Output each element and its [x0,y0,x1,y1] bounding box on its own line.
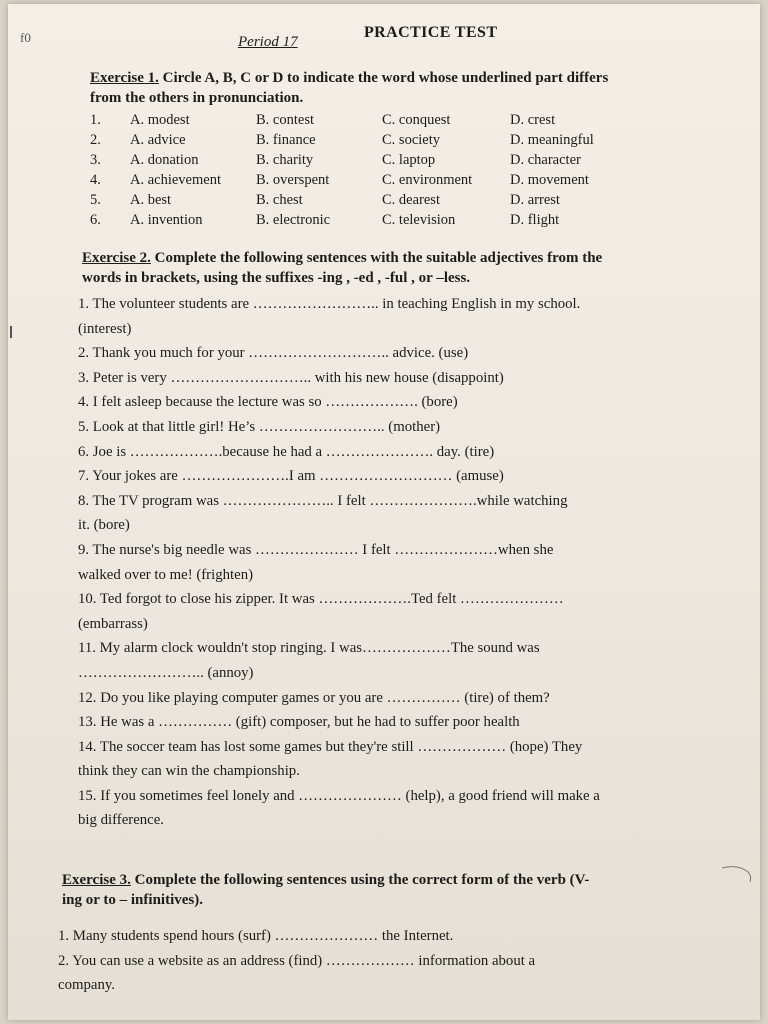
sentence-line: 10. Ted forgot to close his zipper. It was ……………….Ted felt ………………… [78,591,564,608]
option-c: C. television [382,212,456,228]
exercise2-heading [82,248,602,288]
option-a: A. advice [130,132,186,148]
exercise3-sentences [58,924,535,998]
option-d: D. crest [510,112,556,128]
option-c: C. dearest [382,192,440,208]
sentence-line: big difference. [78,812,164,829]
option-d: D. arrest [510,192,560,208]
option-d: D. flight [510,212,560,228]
exercise2-instruction-1: Complete the following sentences with the suitable adjectives from the [150,250,603,266]
pencil-mark [10,326,12,338]
option-d: D. character [510,152,581,168]
option-b: B. chest [256,192,303,208]
option-c: C. society [382,132,440,148]
option-a: A. donation [130,152,199,168]
sentence-line: 12. Do you like playing computer games or you are …………… (tire) of them? [78,689,550,706]
option-b: B. overspent [256,172,330,188]
pencil-curl-mark [720,864,754,886]
sentence-line: company. [58,977,115,994]
exercise3-instruction-1: Complete the following sentences using the correct form of the verb (V- [130,872,590,888]
worksheet-page [8,4,760,1020]
sentence-line: 11. My alarm clock wouldn't stop ringing. I was………………The sound was [78,640,540,657]
sentence-line: think they can win the championship. [78,763,300,780]
option-b: B. electronic [256,212,331,228]
sentence-line: walked over to me! (frighten) [78,566,254,583]
page-number: f0 [20,30,31,45]
sentence-line: (interest) [78,320,132,337]
question-number: 6. [90,212,101,228]
option-a: A. best [130,192,172,208]
option-a: A. achievement [130,172,221,188]
option-b: B. finance [256,132,316,148]
option-b: B. contest [256,112,314,128]
sentence-line: 14. The soccer team has lost some games but they're still ……………… (hope) They [78,738,583,755]
sentence-line: it. (bore) [78,517,130,534]
option-c: C. environment [382,172,473,188]
exercise1-instruction-2: from the others in pronunciation. [90,90,304,106]
exercise2-instruction-2: words in brackets, using the suffixes -ing , -ed , -ful , or –less. [82,270,471,286]
sentence-line: 4. I felt asleep because the lecture was so ………………. (bore) [78,394,458,411]
option-b: B. charity [256,152,314,168]
exercise3-instruction-2: ing or to – infinitives). [62,892,203,908]
sentence-line: 2. You can use a website as an address (find) ……………… information about a [58,952,536,969]
exercise1-heading [90,68,608,108]
sentence-line: 5. Look at that little girl! He’s …………………….. (mother) [78,418,441,435]
exercise1-label: Exercise 1. [90,70,159,86]
sentence-line: 3. Peter is very ……………………….. with his new house (disappoint) [78,369,504,386]
sentence-line: 6. Joe is ……………….because he had a …………………. day. (tire) [78,443,495,460]
sentence-line: 1. Many students spend hours (surf) ………………… the Internet. [58,928,454,944]
sentence-line: 15. If you sometimes feel lonely and ………………… (help), a good friend will make a [78,787,600,804]
question-number: 2. [90,132,101,148]
exercise1-instruction-1: Circle A, B, C or D to indicate the word whose underlined part differs [158,70,609,86]
option-a: A. invention [130,212,203,228]
sentence-line: 9. The nurse's big needle was ………………… I felt …………………when she [78,541,554,558]
period-label: Period 17 [238,34,298,50]
sentence-line: 8. The TV program was ………………….. I felt ………………….while watching [78,492,568,509]
option-c: C. laptop [382,152,436,168]
sentence-line: 1. The volunteer students are …………………….. in teaching English in my school. [78,296,581,312]
exercise2-sentences [78,292,600,833]
sentence-line: (embarrass) [78,615,148,632]
exercise2-label: Exercise 2. [82,250,151,266]
sentence-line: 2. Thank you much for your ……………………….. advice. (use) [78,345,469,362]
option-a: A. modest [130,112,190,128]
question-number: 3. [90,152,101,168]
sentence-line: 7. Your jokes are ………………….I am ……………………… (amuse) [78,468,504,485]
question-number: 1. [90,112,101,128]
question-number: 5. [90,192,101,208]
sentence-line: …………………….. (annoy) [78,664,254,681]
option-c: C. conquest [382,112,451,128]
exercise3-label: Exercise 3. [62,872,131,888]
exercise3-heading [62,870,589,910]
page-title: PRACTICE TEST [364,24,498,41]
option-d: D. movement [510,172,589,188]
question-number: 4. [90,172,101,188]
option-d: D. meaningful [510,132,594,148]
sentence-line: 13. He was a …………… (gift) composer, but he had to suffer poor health [78,714,520,731]
